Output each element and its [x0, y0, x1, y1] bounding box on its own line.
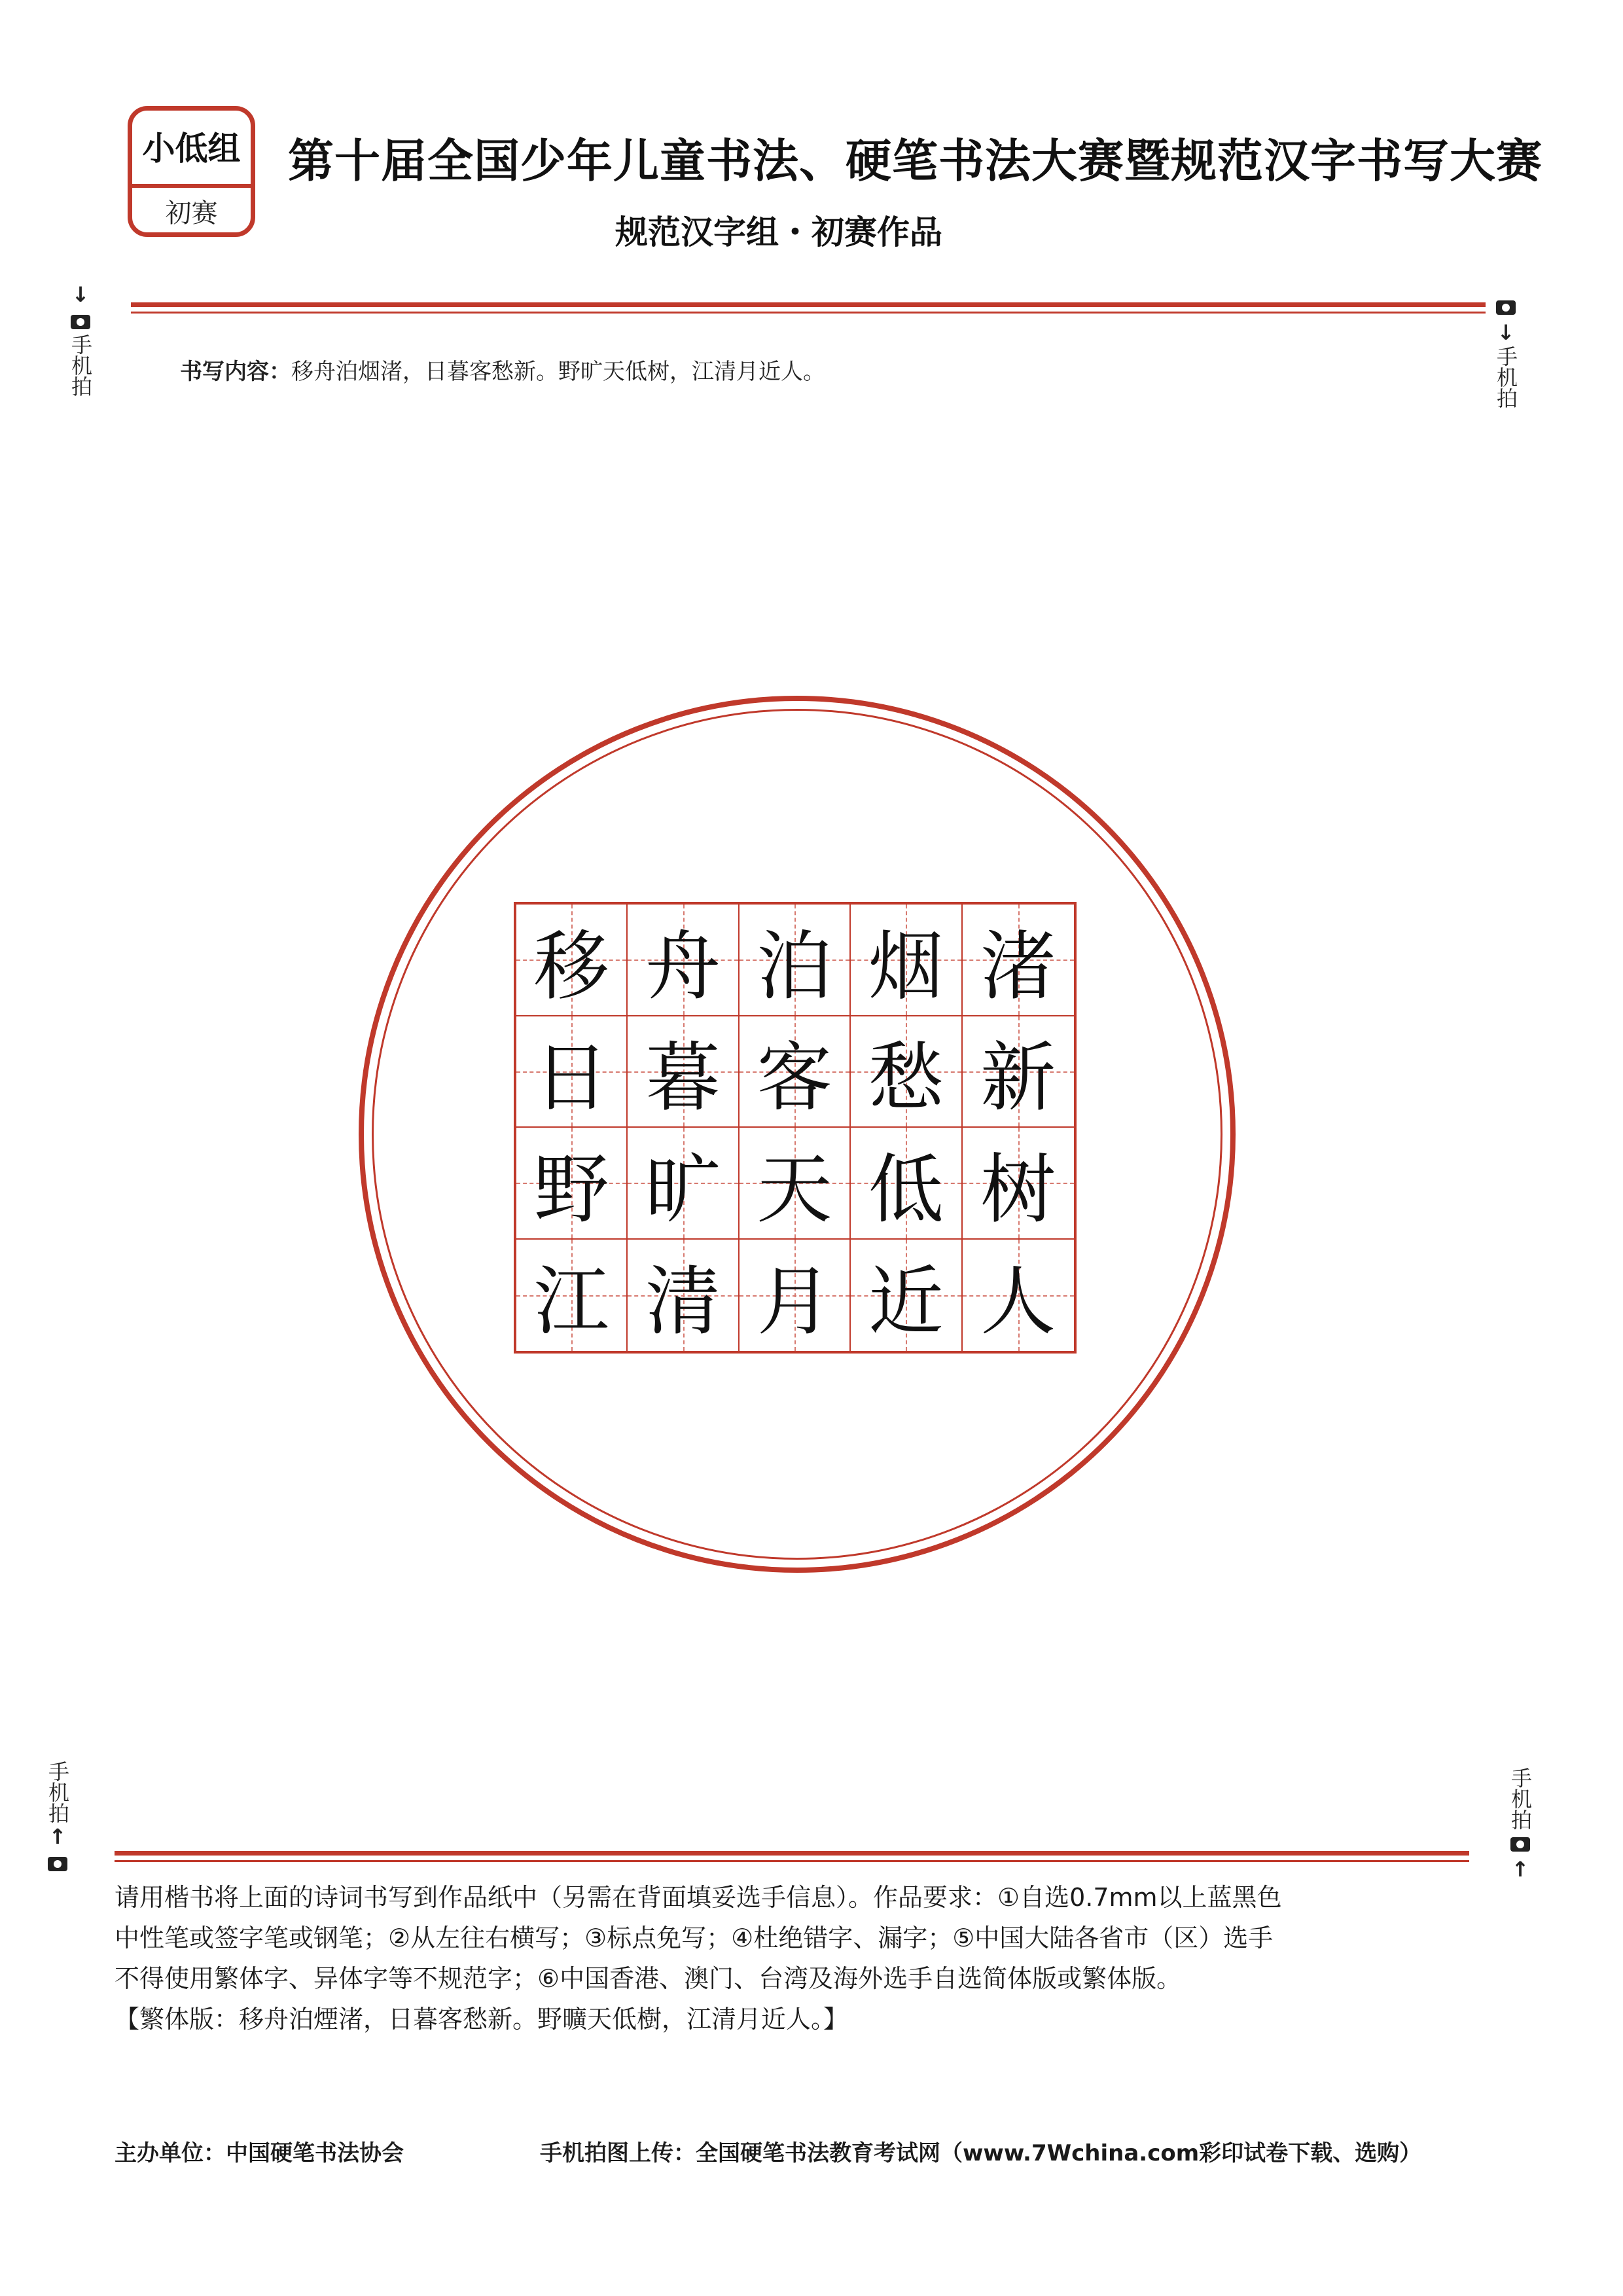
writing-content-text: 移舟泊烟渚，日暮客愁新。野旷天低树，江清月近人。 — [291, 359, 825, 385]
side-label-text: 手机拍 — [68, 334, 93, 397]
grid-character: 旷 — [645, 1145, 721, 1234]
grid-character: 野 — [533, 1145, 609, 1234]
page-subtitle: 规范汉字组・初赛作品 — [615, 213, 942, 251]
grid-cell — [516, 905, 628, 1016]
grid-cell — [628, 1016, 739, 1128]
grid-cell — [516, 1128, 628, 1240]
down-arrow-icon: ↓ — [71, 282, 90, 307]
top-rule-thin — [131, 312, 1486, 314]
grid-cell — [628, 905, 739, 1016]
grid-character: 江 — [533, 1258, 609, 1346]
grid-character: 人 — [980, 1258, 1056, 1346]
grid-cell — [963, 905, 1074, 1016]
character-grid — [514, 902, 1077, 1354]
grid-character: 月 — [757, 1258, 832, 1346]
up-arrow-icon: ↑ — [1511, 1857, 1529, 1882]
camera-icon — [1510, 1837, 1530, 1852]
grid-character: 低 — [868, 1145, 944, 1234]
side-label-top-right — [1491, 293, 1521, 408]
page-title: 第十届全国少年儿童书法、硬笔书法大赛暨规范汉字书写大赛 — [288, 134, 1543, 188]
grid-character: 日 — [533, 1034, 609, 1122]
grid-character: 泊 — [757, 922, 832, 1011]
grid-character: 烟 — [868, 922, 944, 1011]
grid-cell — [963, 1240, 1074, 1352]
grid-cell — [963, 1128, 1074, 1240]
grid-character: 移 — [533, 922, 609, 1011]
instructions-line-2: 中性笔或签字笔或钢笔；②从左往右横写；③标点免写；④杜绝错字、漏字；⑤中国大陆各省市（区）选手 — [115, 1924, 1274, 1952]
badge-round-label: 初赛 — [165, 198, 218, 228]
grid-cell — [628, 1240, 739, 1352]
grid-cell — [516, 1240, 628, 1352]
badge-divider — [132, 184, 251, 188]
bottom-rule-thick — [115, 1851, 1469, 1856]
up-arrow-icon: ↑ — [48, 1824, 67, 1849]
grid-character: 近 — [868, 1258, 944, 1346]
footer-upload: 手机拍图上传：全国硬笔书法教育考试网（www.7Wchina.com彩印试卷下载、选购） — [540, 2140, 1422, 2166]
grid-cell — [851, 1128, 962, 1240]
side-label-bottom-right — [1505, 1767, 1535, 1882]
side-label-bottom-left — [43, 1761, 73, 1876]
side-label-text: 手机拍 — [45, 1761, 70, 1823]
grid-character: 渚 — [980, 922, 1056, 1011]
side-label-text: 手机拍 — [1508, 1767, 1533, 1830]
bottom-rule-thin — [115, 1860, 1469, 1862]
grid-cell — [851, 1016, 962, 1128]
camera-icon — [71, 315, 90, 329]
grid-cell — [740, 1016, 851, 1128]
grid-cell — [963, 1016, 1074, 1128]
badge-group-label: 小低组 — [142, 130, 241, 168]
side-label-text: 手机拍 — [1493, 346, 1518, 408]
grid-cell — [740, 1128, 851, 1240]
camera-icon — [48, 1857, 67, 1871]
down-arrow-icon: ↓ — [1497, 320, 1515, 345]
instructions-line-4: 【繁体版：移舟泊煙渚，日暮客愁新。野曠天低樹，江清月近人。】 — [115, 2005, 849, 2034]
grid-cell — [516, 1016, 628, 1128]
grid-character: 舟 — [645, 922, 721, 1011]
camera-icon — [1496, 300, 1516, 315]
group-badge — [128, 106, 255, 237]
grid-cell — [851, 905, 962, 1016]
grid-character: 客 — [757, 1034, 832, 1122]
grid-character: 天 — [757, 1145, 832, 1234]
grid-cell — [740, 905, 851, 1016]
grid-character: 树 — [980, 1145, 1056, 1234]
instructions-line-1: 请用楷书将上面的诗词书写到作品纸中（另需在背面填妥选手信息）。作品要求：①自选0.7mm以上蓝黑色 — [115, 1883, 1282, 1912]
instructions — [115, 1877, 1469, 2039]
grid-cell — [851, 1240, 962, 1352]
writing-content — [180, 353, 825, 386]
grid-cell — [740, 1240, 851, 1352]
footer-organizer: 主办单位：中国硬笔书法协会 — [115, 2140, 404, 2166]
grid-character: 暮 — [645, 1034, 721, 1122]
grid-character: 新 — [980, 1034, 1056, 1122]
grid-character: 清 — [645, 1258, 721, 1346]
grid-character: 愁 — [868, 1034, 944, 1122]
instructions-line-3: 不得使用繁体字、异体字等不规范字；⑥中国香港、澳门、台湾及海外选手自选简体版或繁体版。 — [115, 1964, 1182, 1993]
grid-cell — [628, 1128, 739, 1240]
writing-content-label: 书写内容： — [180, 359, 291, 385]
top-rule-thick — [131, 302, 1486, 307]
side-label-top-left — [65, 281, 96, 397]
